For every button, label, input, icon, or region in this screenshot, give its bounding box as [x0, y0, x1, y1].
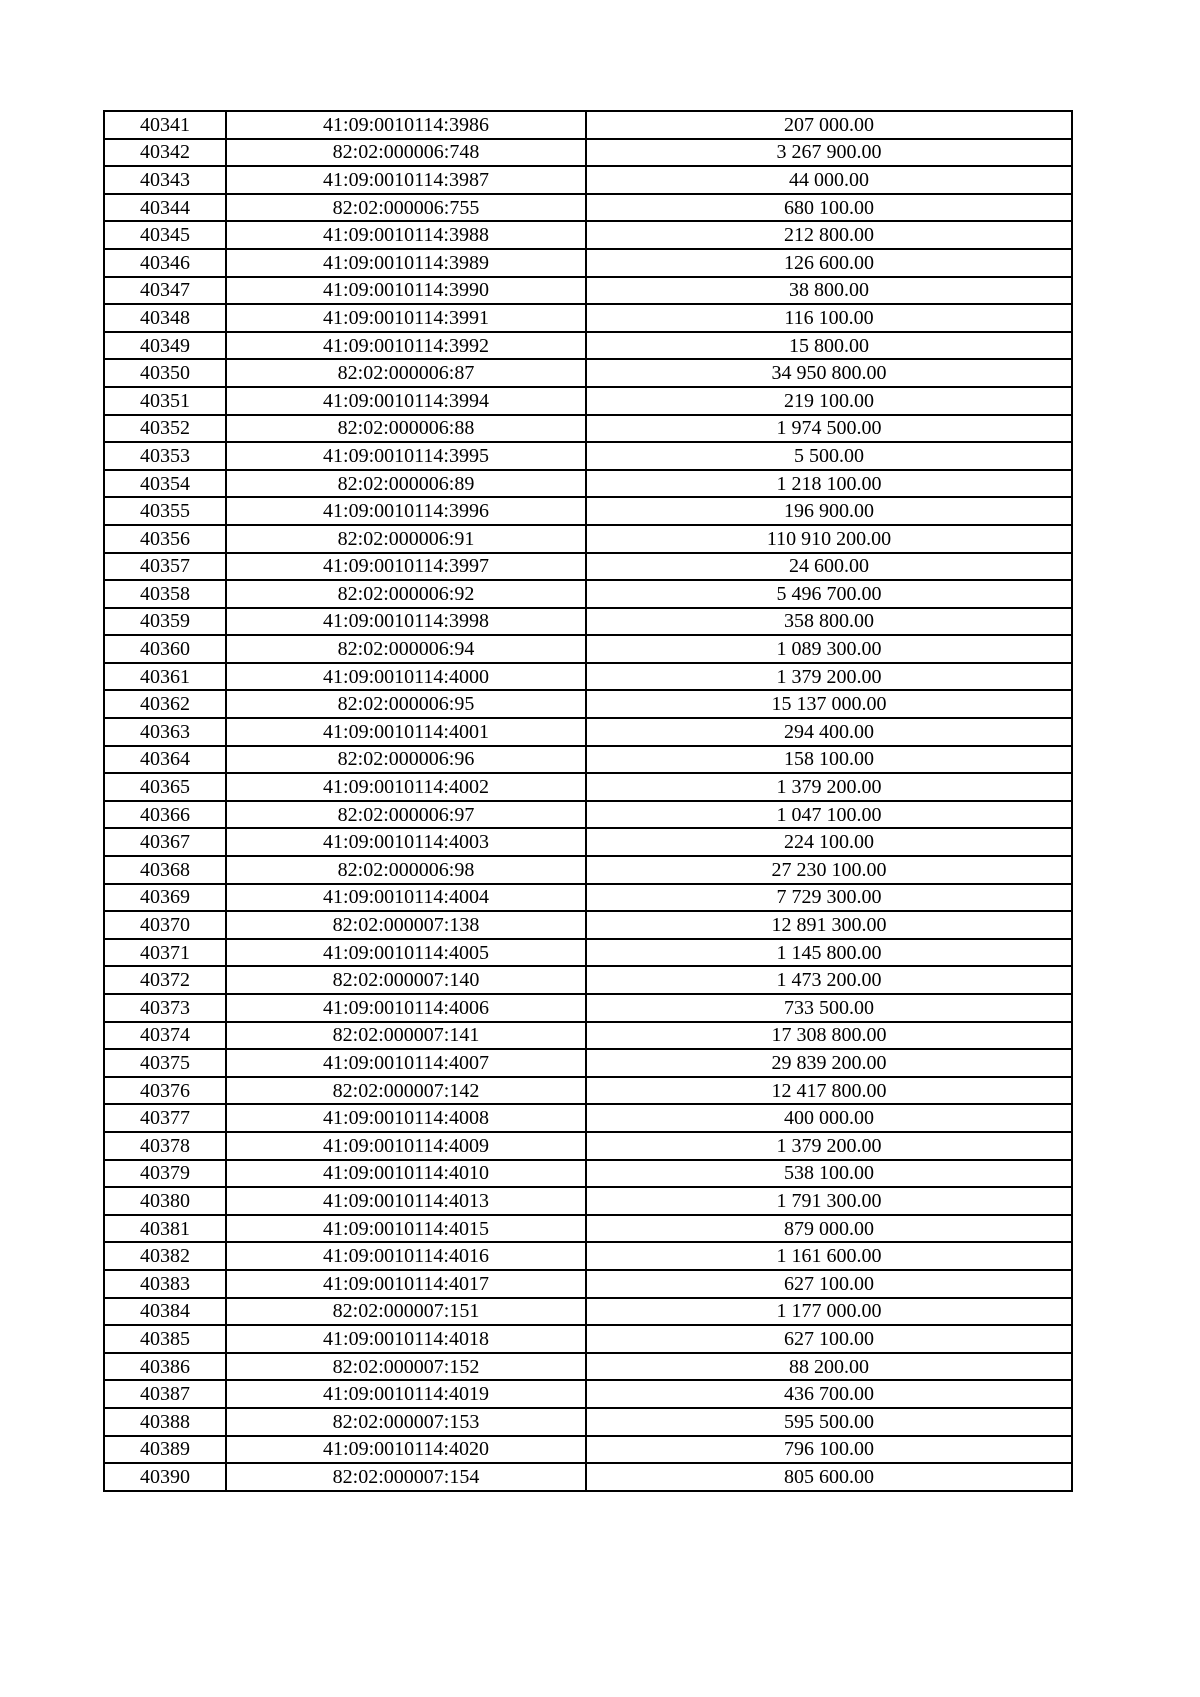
- cadastral-value-cell: 1 177 000.00: [586, 1298, 1072, 1326]
- cadastral-value-cell: 5 496 700.00: [586, 580, 1072, 608]
- cadastral-number-cell: 41:09:0010114:4013: [226, 1187, 586, 1215]
- row-number-cell: 40366: [104, 801, 226, 829]
- cadastral-number-cell: 41:09:0010114:3987: [226, 166, 586, 194]
- cadastral-value-cell: 1 473 200.00: [586, 966, 1072, 994]
- table-row: [104, 939, 1072, 967]
- cadastral-value-cell: 15 800.00: [586, 332, 1072, 360]
- table-row: [104, 608, 1072, 636]
- cadastral-number-cell: 82:02:000007:151: [226, 1298, 586, 1326]
- cadastral-number-cell: 82:02:000006:748: [226, 139, 586, 167]
- row-number-cell: 40364: [104, 746, 226, 774]
- cadastral-value-cell: 1 047 100.00: [586, 801, 1072, 829]
- row-number-cell: 40374: [104, 1022, 226, 1050]
- row-number-cell: 40353: [104, 442, 226, 470]
- row-number-cell: 40382: [104, 1242, 226, 1270]
- table-row: [104, 387, 1072, 415]
- table-row: [104, 828, 1072, 856]
- cadastral-number-cell: 41:09:0010114:4006: [226, 994, 586, 1022]
- cadastral-number-cell: 41:09:0010114:4017: [226, 1270, 586, 1298]
- cadastral-value-cell: 1 161 600.00: [586, 1242, 1072, 1270]
- cadastral-value-cell: 116 100.00: [586, 304, 1072, 332]
- row-number-cell: 40362: [104, 690, 226, 718]
- row-number-cell: 40346: [104, 249, 226, 277]
- cadastral-number-cell: 41:09:0010114:3990: [226, 277, 586, 305]
- table-row: [104, 277, 1072, 305]
- cadastral-value-cell: 17 308 800.00: [586, 1022, 1072, 1050]
- row-number-cell: 40377: [104, 1104, 226, 1132]
- row-number-cell: 40359: [104, 608, 226, 636]
- cadastral-value-cell: 158 100.00: [586, 746, 1072, 774]
- table-row: [104, 1353, 1072, 1381]
- row-number-cell: 40372: [104, 966, 226, 994]
- cadastral-number-cell: 41:09:0010114:4001: [226, 718, 586, 746]
- row-number-cell: 40367: [104, 828, 226, 856]
- row-number-cell: 40363: [104, 718, 226, 746]
- row-number-cell: 40368: [104, 856, 226, 884]
- cadastral-number-cell: 41:09:0010114:4002: [226, 773, 586, 801]
- cadastral-number-cell: 41:09:0010114:4019: [226, 1380, 586, 1408]
- row-number-cell: 40376: [104, 1077, 226, 1105]
- table-row: [104, 1187, 1072, 1215]
- cadastral-number-cell: 82:02:000007:153: [226, 1408, 586, 1436]
- cadastral-value-cell: 1 379 200.00: [586, 773, 1072, 801]
- cadastral-value-cell: 595 500.00: [586, 1408, 1072, 1436]
- cadastral-value-table: [103, 110, 1073, 1492]
- row-number-cell: 40347: [104, 277, 226, 305]
- cadastral-value-cell: 1 379 200.00: [586, 663, 1072, 691]
- row-number-cell: 40378: [104, 1132, 226, 1160]
- table-row: [104, 442, 1072, 470]
- table-row: [104, 111, 1072, 139]
- table-row: [104, 884, 1072, 912]
- table-row: [104, 911, 1072, 939]
- cadastral-number-cell: 82:02:000007:141: [226, 1022, 586, 1050]
- table-row: [104, 497, 1072, 525]
- cadastral-value-cell: 12 417 800.00: [586, 1077, 1072, 1105]
- cadastral-value-cell: 358 800.00: [586, 608, 1072, 636]
- cadastral-value-cell: 879 000.00: [586, 1215, 1072, 1243]
- cadastral-number-cell: 82:02:000006:96: [226, 746, 586, 774]
- cadastral-value-cell: 3 267 900.00: [586, 139, 1072, 167]
- cadastral-value-cell: 224 100.00: [586, 828, 1072, 856]
- cadastral-number-cell: 82:02:000006:88: [226, 415, 586, 443]
- row-number-cell: 40351: [104, 387, 226, 415]
- row-number-cell: 40358: [104, 580, 226, 608]
- table-row: [104, 194, 1072, 222]
- row-number-cell: 40344: [104, 194, 226, 222]
- cadastral-number-cell: 82:02:000006:94: [226, 635, 586, 663]
- cadastral-number-cell: 41:09:0010114:4009: [226, 1132, 586, 1160]
- cadastral-value-cell: 219 100.00: [586, 387, 1072, 415]
- row-number-cell: 40349: [104, 332, 226, 360]
- table-row: [104, 966, 1072, 994]
- cadastral-number-cell: 41:09:0010114:3997: [226, 553, 586, 581]
- cadastral-number-cell: 41:09:0010114:3986: [226, 111, 586, 139]
- row-number-cell: 40375: [104, 1049, 226, 1077]
- cadastral-number-cell: 41:09:0010114:4020: [226, 1436, 586, 1464]
- cadastral-value-cell: 5 500.00: [586, 442, 1072, 470]
- row-number-cell: 40354: [104, 470, 226, 498]
- cadastral-value-cell: 207 000.00: [586, 111, 1072, 139]
- table-row: [104, 1436, 1072, 1464]
- row-number-cell: 40370: [104, 911, 226, 939]
- cadastral-value-cell: 126 600.00: [586, 249, 1072, 277]
- cadastral-value-cell: 733 500.00: [586, 994, 1072, 1022]
- cadastral-value-cell: 294 400.00: [586, 718, 1072, 746]
- cadastral-number-cell: 82:02:000007:138: [226, 911, 586, 939]
- cadastral-number-cell: 41:09:0010114:4000: [226, 663, 586, 691]
- cadastral-number-cell: 82:02:000006:87: [226, 359, 586, 387]
- row-number-cell: 40355: [104, 497, 226, 525]
- table-row: [104, 994, 1072, 1022]
- table-row: [104, 1077, 1072, 1105]
- cadastral-value-cell: 212 800.00: [586, 221, 1072, 249]
- table-row: [104, 1160, 1072, 1188]
- cadastral-number-cell: 41:09:0010114:4005: [226, 939, 586, 967]
- cadastral-number-cell: 41:09:0010114:3995: [226, 442, 586, 470]
- row-number-cell: 40360: [104, 635, 226, 663]
- table-row: [104, 746, 1072, 774]
- row-number-cell: 40383: [104, 1270, 226, 1298]
- table-row: [104, 1049, 1072, 1077]
- row-number-cell: 40379: [104, 1160, 226, 1188]
- cadastral-number-cell: 82:02:000006:97: [226, 801, 586, 829]
- cadastral-number-cell: 82:02:000007:142: [226, 1077, 586, 1105]
- cadastral-value-cell: 27 230 100.00: [586, 856, 1072, 884]
- table-row: [104, 663, 1072, 691]
- row-number-cell: 40345: [104, 221, 226, 249]
- row-number-cell: 40348: [104, 304, 226, 332]
- cadastral-number-cell: 41:09:0010114:3998: [226, 608, 586, 636]
- row-number-cell: 40385: [104, 1325, 226, 1353]
- cadastral-value-cell: 1 791 300.00: [586, 1187, 1072, 1215]
- row-number-cell: 40361: [104, 663, 226, 691]
- table-row: [104, 801, 1072, 829]
- cadastral-value-cell: 1 089 300.00: [586, 635, 1072, 663]
- cadastral-value-cell: 436 700.00: [586, 1380, 1072, 1408]
- cadastral-value-cell: 805 600.00: [586, 1463, 1072, 1491]
- row-number-cell: 40371: [104, 939, 226, 967]
- cadastral-value-cell: 1 379 200.00: [586, 1132, 1072, 1160]
- table-row: [104, 553, 1072, 581]
- cadastral-number-cell: 82:02:000006:98: [226, 856, 586, 884]
- cadastral-number-cell: 41:09:0010114:4015: [226, 1215, 586, 1243]
- table-row: [104, 304, 1072, 332]
- cadastral-value-cell: 29 839 200.00: [586, 1049, 1072, 1077]
- cadastral-number-cell: 82:02:000006:755: [226, 194, 586, 222]
- cadastral-value-cell: 1 145 800.00: [586, 939, 1072, 967]
- cadastral-value-cell: 38 800.00: [586, 277, 1072, 305]
- table-row: [104, 580, 1072, 608]
- cadastral-number-cell: 41:09:0010114:3988: [226, 221, 586, 249]
- cadastral-number-cell: 41:09:0010114:4016: [226, 1242, 586, 1270]
- cadastral-value-cell: 24 600.00: [586, 553, 1072, 581]
- row-number-cell: 40369: [104, 884, 226, 912]
- table-row: [104, 1132, 1072, 1160]
- table-row: [104, 856, 1072, 884]
- table-row: [104, 332, 1072, 360]
- cadastral-number-cell: 41:09:0010114:4003: [226, 828, 586, 856]
- row-number-cell: 40342: [104, 139, 226, 167]
- cadastral-number-cell: 41:09:0010114:3989: [226, 249, 586, 277]
- table-row: [104, 1242, 1072, 1270]
- cadastral-value-cell: 7 729 300.00: [586, 884, 1072, 912]
- row-number-cell: 40384: [104, 1298, 226, 1326]
- cadastral-value-cell: 538 100.00: [586, 1160, 1072, 1188]
- row-number-cell: 40356: [104, 525, 226, 553]
- row-number-cell: 40341: [104, 111, 226, 139]
- cadastral-value-cell: 12 891 300.00: [586, 911, 1072, 939]
- table-row: [104, 249, 1072, 277]
- cadastral-number-cell: 82:02:000006:95: [226, 690, 586, 718]
- cadastral-number-cell: 82:02:000006:91: [226, 525, 586, 553]
- cadastral-value-cell: 34 950 800.00: [586, 359, 1072, 387]
- row-number-cell: 40357: [104, 553, 226, 581]
- row-number-cell: 40387: [104, 1380, 226, 1408]
- cadastral-value-cell: 1 218 100.00: [586, 470, 1072, 498]
- row-number-cell: 40373: [104, 994, 226, 1022]
- table-row: [104, 1270, 1072, 1298]
- table-row: [104, 1408, 1072, 1436]
- table-row: [104, 1380, 1072, 1408]
- cadastral-number-cell: 82:02:000007:152: [226, 1353, 586, 1381]
- cadastral-value-cell: 627 100.00: [586, 1270, 1072, 1298]
- row-number-cell: 40389: [104, 1436, 226, 1464]
- cadastral-number-cell: 82:02:000007:140: [226, 966, 586, 994]
- cadastral-number-cell: 41:09:0010114:4007: [226, 1049, 586, 1077]
- cadastral-value-cell: 196 900.00: [586, 497, 1072, 525]
- cadastral-value-cell: 400 000.00: [586, 1104, 1072, 1132]
- table-row: [104, 718, 1072, 746]
- table-row: [104, 415, 1072, 443]
- cadastral-number-cell: 82:02:000006:92: [226, 580, 586, 608]
- cadastral-number-cell: 41:09:0010114:3994: [226, 387, 586, 415]
- table-row: [104, 1298, 1072, 1326]
- cadastral-number-cell: 41:09:0010114:3996: [226, 497, 586, 525]
- cadastral-value-cell: 88 200.00: [586, 1353, 1072, 1381]
- table-body: [104, 111, 1072, 1491]
- cadastral-number-cell: 41:09:0010114:4008: [226, 1104, 586, 1132]
- cadastral-value-cell: 110 910 200.00: [586, 525, 1072, 553]
- row-number-cell: 40390: [104, 1463, 226, 1491]
- row-number-cell: 40365: [104, 773, 226, 801]
- row-number-cell: 40350: [104, 359, 226, 387]
- row-number-cell: 40386: [104, 1353, 226, 1381]
- row-number-cell: 40352: [104, 415, 226, 443]
- table-row: [104, 166, 1072, 194]
- row-number-cell: 40380: [104, 1187, 226, 1215]
- row-number-cell: 40388: [104, 1408, 226, 1436]
- table-row: [104, 1215, 1072, 1243]
- table-row: [104, 1104, 1072, 1132]
- table-row: [104, 635, 1072, 663]
- cadastral-number-cell: 41:09:0010114:4018: [226, 1325, 586, 1353]
- cadastral-number-cell: 82:02:000007:154: [226, 1463, 586, 1491]
- cadastral-value-cell: 44 000.00: [586, 166, 1072, 194]
- table-row: [104, 470, 1072, 498]
- cadastral-value-cell: 680 100.00: [586, 194, 1072, 222]
- cadastral-value-cell: 796 100.00: [586, 1436, 1072, 1464]
- table-row: [104, 1022, 1072, 1050]
- cadastral-number-cell: 82:02:000006:89: [226, 470, 586, 498]
- cadastral-number-cell: 41:09:0010114:4004: [226, 884, 586, 912]
- cadastral-number-cell: 41:09:0010114:3992: [226, 332, 586, 360]
- row-number-cell: 40343: [104, 166, 226, 194]
- table-row: [104, 525, 1072, 553]
- table-row: [104, 221, 1072, 249]
- cadastral-value-cell: 15 137 000.00: [586, 690, 1072, 718]
- cadastral-value-cell: 627 100.00: [586, 1325, 1072, 1353]
- cadastral-number-cell: 41:09:0010114:4010: [226, 1160, 586, 1188]
- cadastral-number-cell: 41:09:0010114:3991: [226, 304, 586, 332]
- table-row: [104, 773, 1072, 801]
- row-number-cell: 40381: [104, 1215, 226, 1243]
- table-row: [104, 359, 1072, 387]
- table-row: [104, 139, 1072, 167]
- table-row: [104, 690, 1072, 718]
- cadastral-value-cell: 1 974 500.00: [586, 415, 1072, 443]
- table-row: [104, 1325, 1072, 1353]
- table-row: [104, 1463, 1072, 1491]
